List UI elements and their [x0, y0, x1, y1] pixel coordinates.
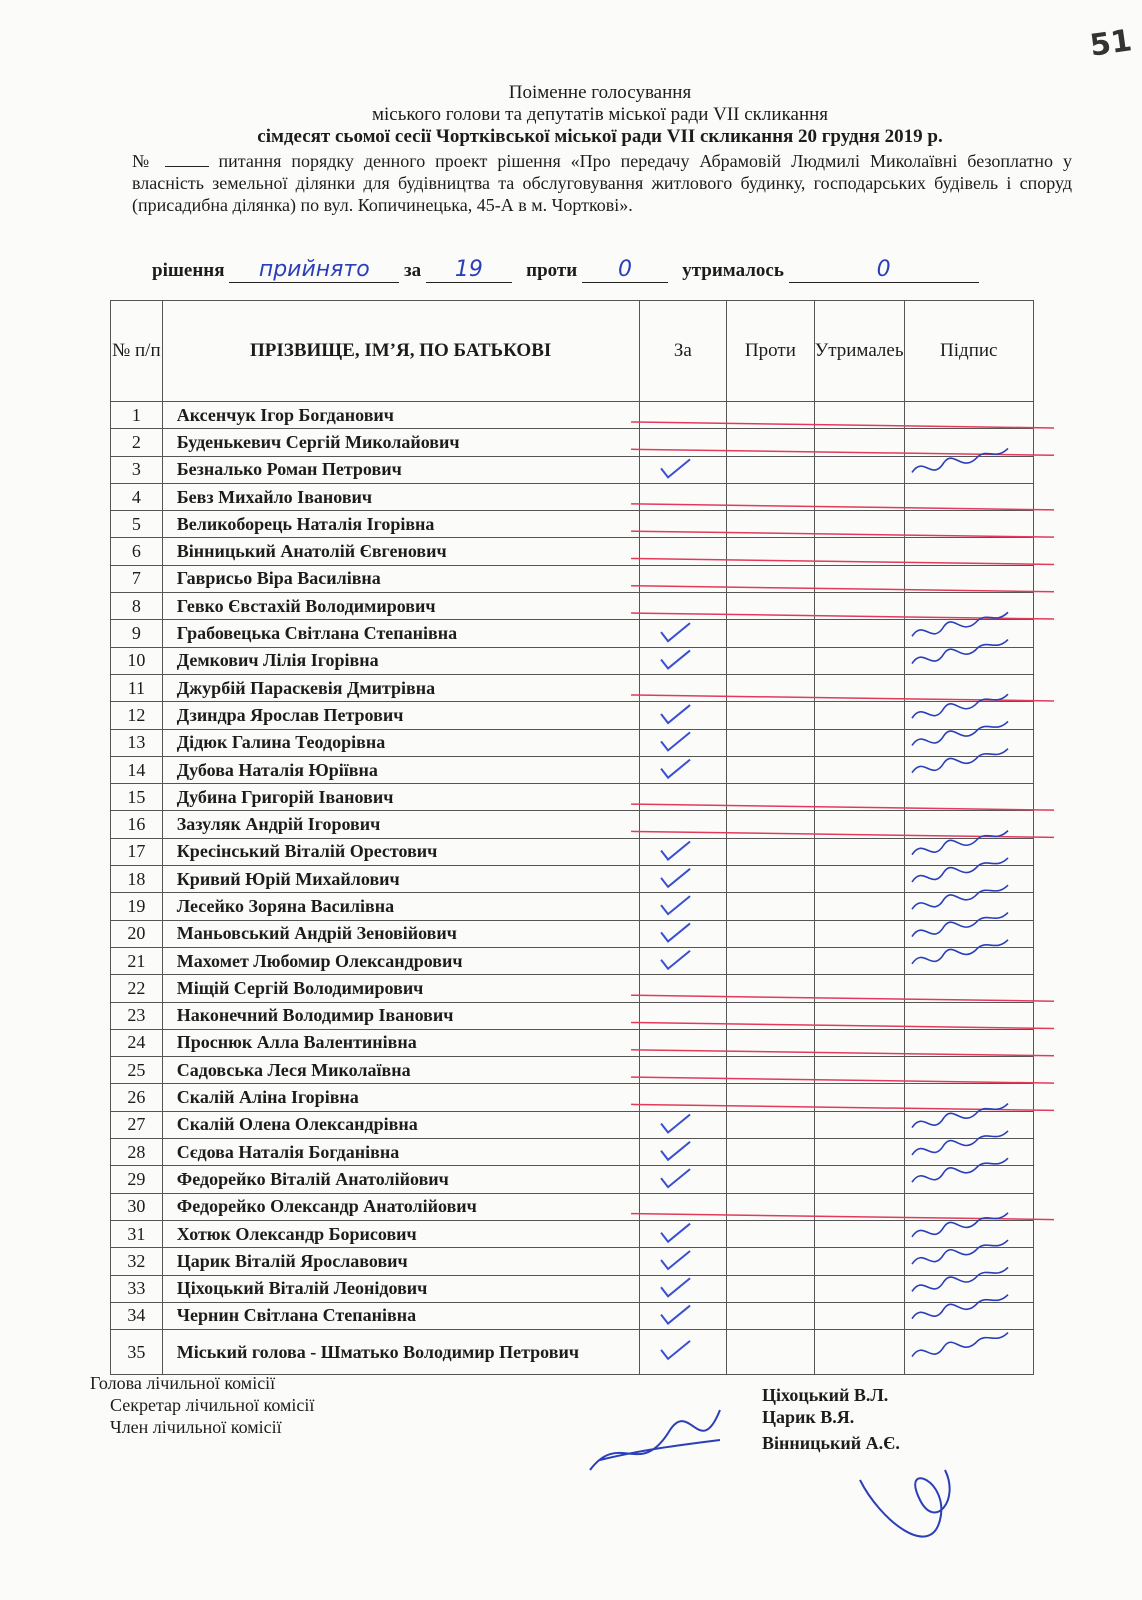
- row-signature-cell: [904, 1275, 1034, 1302]
- row-name: Садовська Леся Миколаївна: [162, 1057, 639, 1084]
- row-abstain-cell: [814, 1002, 904, 1029]
- row-against-cell: [727, 1193, 815, 1220]
- row-signature-cell: [904, 866, 1034, 893]
- row-number: 15: [111, 784, 163, 811]
- table-row: [111, 1330, 1034, 1375]
- row-against-cell: [727, 429, 815, 456]
- row-name: Махомет Любомир Олександрович: [162, 947, 639, 974]
- table-row: [111, 920, 1034, 947]
- row-against-cell: [727, 674, 815, 701]
- row-against-cell: [727, 866, 815, 893]
- row-signature-cell: [904, 1139, 1034, 1166]
- table-row: [111, 1139, 1034, 1166]
- row-abstain-cell: [814, 1057, 904, 1084]
- row-against-cell: [727, 1330, 815, 1375]
- row-number: 21: [111, 947, 163, 974]
- secretary-name: Царик В.Я.: [762, 1407, 855, 1427]
- header-for: За: [639, 301, 726, 402]
- row-abstain-cell: [814, 1330, 904, 1375]
- member-label: Член лічильної комісії: [110, 1417, 282, 1437]
- row-abstain-cell: [814, 429, 904, 456]
- row-for-cell: [639, 1248, 726, 1275]
- row-abstain-cell: [814, 811, 904, 838]
- commission-names: [762, 1384, 900, 1454]
- table-row: [111, 1166, 1034, 1193]
- row-signature-cell: [904, 1111, 1034, 1138]
- row-signature-cell: [904, 1193, 1034, 1220]
- row-abstain-cell: [814, 538, 904, 565]
- row-name: Аксенчук Ігор Богданович: [162, 402, 639, 429]
- row-for-cell: [639, 511, 726, 538]
- row-abstain-cell: [814, 729, 904, 756]
- row-abstain-cell: [814, 784, 904, 811]
- row-name: Джурбій Параскевія Дмитрівна: [162, 674, 639, 701]
- row-for-cell: [639, 1139, 726, 1166]
- table-row: [111, 729, 1034, 756]
- row-number: 20: [111, 920, 163, 947]
- row-number: 3: [111, 456, 163, 483]
- row-number: 22: [111, 975, 163, 1002]
- row-abstain-cell: [814, 1302, 904, 1329]
- row-number: 32: [111, 1248, 163, 1275]
- vote-table: [110, 300, 1034, 1375]
- row-number: 2: [111, 429, 163, 456]
- row-signature-cell: [904, 456, 1034, 483]
- row-name: Бевз Михайло Іванович: [162, 483, 639, 510]
- row-signature-cell: [904, 975, 1034, 1002]
- chair-name: Ціхоцький В.Л.: [762, 1385, 889, 1405]
- row-name: Лесейко Зоряна Василівна: [162, 893, 639, 920]
- row-signature-cell: [904, 1248, 1034, 1275]
- row-name: Зазуляк Андрій Ігорович: [162, 811, 639, 838]
- table-row: [111, 866, 1034, 893]
- row-for-cell: [639, 866, 726, 893]
- row-for-cell: [639, 947, 726, 974]
- row-number: 18: [111, 866, 163, 893]
- question-text: питання порядку денного проект рішення «Про передачу Абрамовій Людмилі Миколаївні безоплатно у власність земельної ділянки для будівництва та обслуговування житлового будинку, господарських будівель і споруд (присадибна ділянка) по вул. Копичинецька, 45-А в м. Чорткові».: [132, 151, 1072, 215]
- row-number: 33: [111, 1275, 163, 1302]
- row-name: Кривий Юрій Михайлович: [162, 866, 639, 893]
- row-name: Демкович Лілія Ігорівна: [162, 647, 639, 674]
- row-name: Маньовський Андрій Зеновійович: [162, 920, 639, 947]
- row-for-cell: [639, 429, 726, 456]
- row-abstain-cell: [814, 483, 904, 510]
- row-against-cell: [727, 538, 815, 565]
- row-number: 24: [111, 1029, 163, 1056]
- table-row: [111, 565, 1034, 592]
- row-signature-cell: [904, 702, 1034, 729]
- row-for-cell: [639, 1084, 726, 1111]
- row-for-cell: [639, 1193, 726, 1220]
- row-signature-cell: [904, 784, 1034, 811]
- table-row: [111, 402, 1034, 429]
- table-row: [111, 674, 1034, 701]
- row-against-cell: [727, 456, 815, 483]
- row-number: 28: [111, 1139, 163, 1166]
- row-for-cell: [639, 1220, 726, 1247]
- abstain-label: утрималось: [682, 260, 784, 281]
- row-against-cell: [727, 1275, 815, 1302]
- row-abstain-cell: [814, 1084, 904, 1111]
- table-row: [111, 1302, 1034, 1329]
- row-number: 30: [111, 1193, 163, 1220]
- row-abstain-cell: [814, 1166, 904, 1193]
- row-name: Вінницький Анатолій Євгенович: [162, 538, 639, 565]
- row-abstain-cell: [814, 1220, 904, 1247]
- row-name: Буденькевич Сергій Миколайович: [162, 429, 639, 456]
- row-abstain-cell: [814, 756, 904, 783]
- row-for-cell: [639, 538, 726, 565]
- row-signature-cell: [904, 1220, 1034, 1247]
- row-for-cell: [639, 1029, 726, 1056]
- against-label: проти: [526, 260, 578, 281]
- table-row: [111, 838, 1034, 865]
- row-signature-cell: [904, 647, 1034, 674]
- table-row: [111, 702, 1034, 729]
- decision-label: рішення: [152, 260, 225, 281]
- row-against-cell: [727, 838, 815, 865]
- header-signature: Підпис: [904, 301, 1034, 402]
- row-abstain-cell: [814, 511, 904, 538]
- row-name: Скалій Олена Олександрівна: [162, 1111, 639, 1138]
- row-for-cell: [639, 674, 726, 701]
- row-abstain-cell: [814, 620, 904, 647]
- row-against-cell: [727, 756, 815, 783]
- row-name: Кресінський Віталій Орестович: [162, 838, 639, 865]
- row-against-cell: [727, 1111, 815, 1138]
- row-number: 14: [111, 756, 163, 783]
- row-number: 35: [111, 1330, 163, 1375]
- row-signature-cell: [904, 1002, 1034, 1029]
- table-row: [111, 947, 1034, 974]
- row-number: 17: [111, 838, 163, 865]
- table-row: [111, 1084, 1034, 1111]
- row-against-cell: [727, 975, 815, 1002]
- table-row: [111, 811, 1034, 838]
- row-name: Гаврисьо Віра Василівна: [162, 565, 639, 592]
- row-name: Сєдова Наталія Богданівна: [162, 1139, 639, 1166]
- row-signature-cell: [904, 593, 1034, 620]
- row-for-cell: [639, 1302, 726, 1329]
- row-for-cell: [639, 1111, 726, 1138]
- commission-signature-2: [860, 1470, 950, 1537]
- row-number: 23: [111, 1002, 163, 1029]
- row-signature-cell: [904, 483, 1034, 510]
- table-row: [111, 975, 1034, 1002]
- commission-signature-1: [590, 1410, 720, 1470]
- row-against-cell: [727, 1166, 815, 1193]
- row-number: 7: [111, 565, 163, 592]
- for-label: за: [404, 260, 422, 281]
- row-against-cell: [727, 729, 815, 756]
- row-for-cell: [639, 702, 726, 729]
- row-signature-cell: [904, 1084, 1034, 1111]
- row-name: Гевко Євстахій Володимирович: [162, 593, 639, 620]
- table-row: [111, 538, 1034, 565]
- row-name: Дубова Наталія Юріївна: [162, 756, 639, 783]
- row-signature-cell: [904, 511, 1034, 538]
- row-for-cell: [639, 920, 726, 947]
- table-header-row: [111, 301, 1034, 402]
- row-for-cell: [639, 1166, 726, 1193]
- row-signature-cell: [904, 1029, 1034, 1056]
- row-abstain-cell: [814, 1139, 904, 1166]
- row-number: 27: [111, 1111, 163, 1138]
- row-number: 8: [111, 593, 163, 620]
- table-row: [111, 784, 1034, 811]
- row-signature-cell: [904, 947, 1034, 974]
- row-for-cell: [639, 402, 726, 429]
- row-number: 9: [111, 620, 163, 647]
- row-number: 26: [111, 1084, 163, 1111]
- row-abstain-cell: [814, 975, 904, 1002]
- row-for-cell: [639, 811, 726, 838]
- row-name: Дідюк Галина Теодорівна: [162, 729, 639, 756]
- row-name: Безналько Роман Петрович: [162, 456, 639, 483]
- row-for-cell: [639, 838, 726, 865]
- row-number: 25: [111, 1057, 163, 1084]
- decision-value: прийнято: [229, 258, 399, 283]
- row-number: 19: [111, 893, 163, 920]
- agenda-question: [132, 150, 1072, 216]
- table-row: [111, 1248, 1034, 1275]
- row-signature-cell: [904, 429, 1034, 456]
- against-value: 0: [582, 258, 668, 283]
- table-row: [111, 1057, 1034, 1084]
- row-against-cell: [727, 1057, 815, 1084]
- table-row: [111, 1029, 1034, 1056]
- row-number: 34: [111, 1302, 163, 1329]
- row-against-cell: [727, 565, 815, 592]
- row-name: Федорейко Олександр Анатолійович: [162, 1193, 639, 1220]
- row-for-cell: [639, 620, 726, 647]
- row-name: Міський голова - Шматько Володимир Петрович: [162, 1330, 639, 1375]
- row-abstain-cell: [814, 1275, 904, 1302]
- row-signature-cell: [904, 620, 1034, 647]
- row-signature-cell: [904, 1057, 1034, 1084]
- row-against-cell: [727, 1084, 815, 1111]
- row-against-cell: [727, 511, 815, 538]
- row-for-cell: [639, 893, 726, 920]
- row-for-cell: [639, 647, 726, 674]
- table-row: [111, 1275, 1034, 1302]
- row-for-cell: [639, 729, 726, 756]
- row-for-cell: [639, 565, 726, 592]
- row-name: Федорейко Віталій Анатолійович: [162, 1166, 639, 1193]
- row-against-cell: [727, 920, 815, 947]
- row-for-cell: [639, 1330, 726, 1375]
- row-against-cell: [727, 1302, 815, 1329]
- row-abstain-cell: [814, 1029, 904, 1056]
- row-for-cell: [639, 975, 726, 1002]
- row-signature-cell: [904, 674, 1034, 701]
- row-number: 29: [111, 1166, 163, 1193]
- row-name: Ціхоцький Віталій Леонідович: [162, 1275, 639, 1302]
- row-name: Проснюк Алла Валентинівна: [162, 1029, 639, 1056]
- row-signature-cell: [904, 538, 1034, 565]
- row-against-cell: [727, 893, 815, 920]
- row-against-cell: [727, 402, 815, 429]
- document-header: [120, 82, 1080, 148]
- row-number: 13: [111, 729, 163, 756]
- member-name: Вінницький А.Є.: [762, 1433, 900, 1453]
- table-row: [111, 620, 1034, 647]
- abstain-value: 0: [789, 258, 979, 283]
- row-abstain-cell: [814, 674, 904, 701]
- row-number: 12: [111, 702, 163, 729]
- row-for-cell: [639, 1057, 726, 1084]
- table-row: [111, 456, 1034, 483]
- row-for-cell: [639, 756, 726, 783]
- row-signature-cell: [904, 1302, 1034, 1329]
- table-row: [111, 647, 1034, 674]
- row-name: Царик Віталій Ярославович: [162, 1248, 639, 1275]
- row-signature-cell: [904, 893, 1034, 920]
- row-name: Дзиндра Ярослав Петрович: [162, 702, 639, 729]
- row-number: 5: [111, 511, 163, 538]
- row-signature-cell: [904, 729, 1034, 756]
- row-abstain-cell: [814, 920, 904, 947]
- row-signature-cell: [904, 838, 1034, 865]
- row-for-cell: [639, 593, 726, 620]
- row-abstain-cell: [814, 702, 904, 729]
- table-row: [111, 593, 1034, 620]
- question-number-label: №: [132, 151, 155, 171]
- row-signature-cell: [904, 756, 1034, 783]
- row-number: 16: [111, 811, 163, 838]
- header-subtitle: міського голови та депутатів міської ради VII скликання: [371, 104, 829, 125]
- row-against-cell: [727, 811, 815, 838]
- row-abstain-cell: [814, 947, 904, 974]
- row-against-cell: [727, 1220, 815, 1247]
- row-number: 11: [111, 674, 163, 701]
- row-abstain-cell: [814, 893, 904, 920]
- row-abstain-cell: [814, 866, 904, 893]
- row-abstain-cell: [814, 456, 904, 483]
- row-against-cell: [727, 947, 815, 974]
- row-name: Хотюк Олександр Борисович: [162, 1220, 639, 1247]
- table-row: [111, 1220, 1034, 1247]
- secretary-label: Секретар лічильної комісії: [110, 1395, 315, 1415]
- row-against-cell: [727, 1029, 815, 1056]
- decision-line: [152, 258, 1052, 283]
- header-num: № п/п: [111, 301, 163, 402]
- row-number: 6: [111, 538, 163, 565]
- row-name: Скалій Аліна Ігорівна: [162, 1084, 639, 1111]
- row-abstain-cell: [814, 1193, 904, 1220]
- row-number: 4: [111, 483, 163, 510]
- row-abstain-cell: [814, 565, 904, 592]
- table-row: [111, 511, 1034, 538]
- row-against-cell: [727, 1139, 815, 1166]
- row-against-cell: [727, 620, 815, 647]
- header-against: Проти: [727, 301, 815, 402]
- row-signature-cell: [904, 565, 1034, 592]
- row-signature-cell: [904, 811, 1034, 838]
- header-session: сімдесят сьомої сесії Чортківської міської ради VII скликання 20 грудня 2019 р.: [257, 126, 943, 147]
- header-abstain: Утрималеь: [814, 301, 904, 402]
- row-number: 31: [111, 1220, 163, 1247]
- row-for-cell: [639, 1275, 726, 1302]
- row-abstain-cell: [814, 1111, 904, 1138]
- table-row: [111, 893, 1034, 920]
- row-name: Грабовецька Світлана Степанівна: [162, 620, 639, 647]
- row-name: Великоборець Наталія Ігорівна: [162, 511, 639, 538]
- question-number-blank: [165, 152, 209, 167]
- table-row: [111, 429, 1034, 456]
- table-row: [111, 1002, 1034, 1029]
- row-number: 10: [111, 647, 163, 674]
- table-row: [111, 1193, 1034, 1220]
- row-name: Наконечний Володимир Іванович: [162, 1002, 639, 1029]
- header-name: ПРІЗВИЩЕ, ІМ’Я, ПО БАТЬКОВІ: [162, 301, 639, 402]
- row-abstain-cell: [814, 402, 904, 429]
- row-against-cell: [727, 647, 815, 674]
- chair-label: Голова лічильної комісії: [90, 1373, 276, 1393]
- row-against-cell: [727, 1248, 815, 1275]
- row-abstain-cell: [814, 647, 904, 674]
- row-against-cell: [727, 702, 815, 729]
- for-value: 19: [426, 258, 512, 283]
- table-row: [111, 756, 1034, 783]
- row-name: Чернин Світлана Степанівна: [162, 1302, 639, 1329]
- page-number: 51: [1088, 23, 1135, 64]
- row-for-cell: [639, 483, 726, 510]
- row-name: Дубина Григорій Іванович: [162, 784, 639, 811]
- row-signature-cell: [904, 402, 1034, 429]
- row-signature-cell: [904, 1330, 1034, 1375]
- row-abstain-cell: [814, 1248, 904, 1275]
- table-row: [111, 1111, 1034, 1138]
- row-signature-cell: [904, 1166, 1034, 1193]
- row-against-cell: [727, 593, 815, 620]
- row-signature-cell: [904, 920, 1034, 947]
- row-for-cell: [639, 456, 726, 483]
- row-against-cell: [727, 784, 815, 811]
- row-for-cell: [639, 1002, 726, 1029]
- row-for-cell: [639, 784, 726, 811]
- row-abstain-cell: [814, 838, 904, 865]
- row-abstain-cell: [814, 593, 904, 620]
- table-row: [111, 483, 1034, 510]
- header-title: Поіменне голосування: [508, 82, 692, 103]
- commission-labels: [90, 1372, 314, 1438]
- row-number: 1: [111, 402, 163, 429]
- row-against-cell: [727, 483, 815, 510]
- row-against-cell: [727, 1002, 815, 1029]
- row-name: Міщій Сергій Володимирович: [162, 975, 639, 1002]
